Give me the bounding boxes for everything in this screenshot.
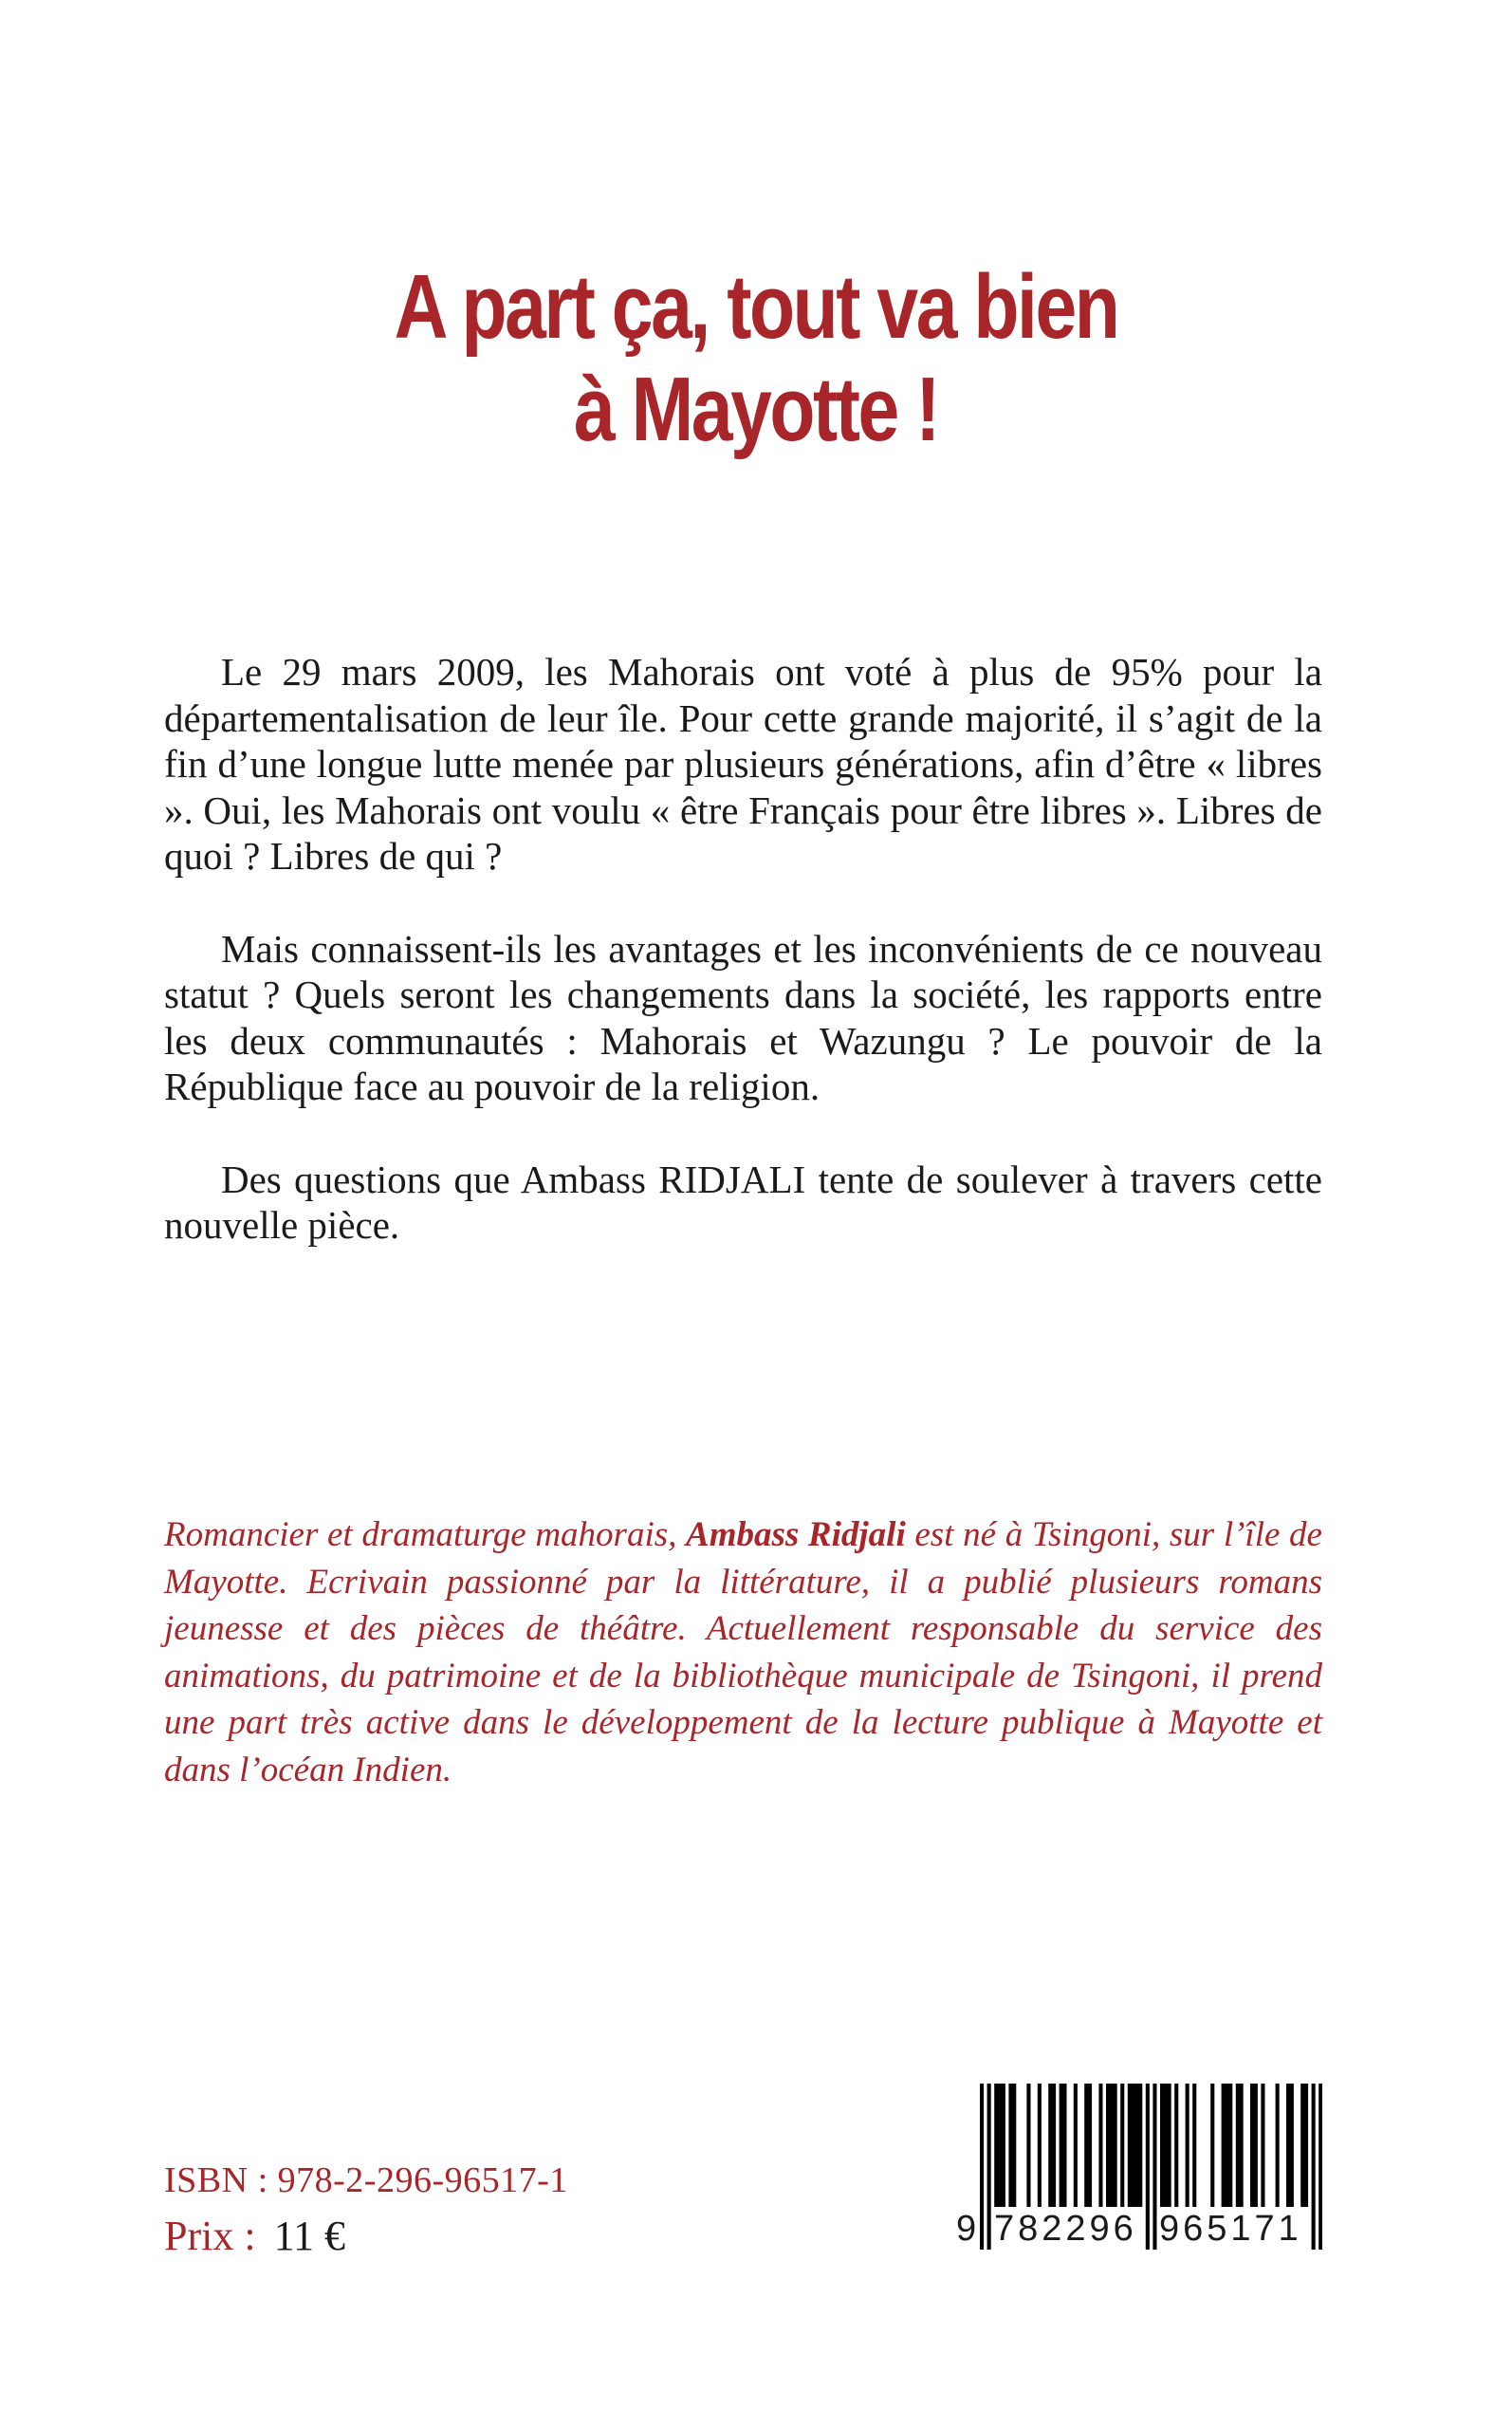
synopsis-paragraph-1: Le 29 mars 2009, les Mahorais ont voté à plus de 95% pour la départementalisation de leur île. Pour cette grande majorité, il s’agit de la fin d’une longue lutte menée par plusieurs générations, afin d’être « libres ». Oui, les Mahorais ont voulu « être Français pour être libres ». Libres de quoi ? Libres de qui ? — [164, 650, 1322, 878]
barcode-bar — [1128, 2084, 1132, 2207]
barcode-bar — [1210, 2084, 1214, 2207]
barcode-right-group: 965171 — [1159, 2209, 1302, 2249]
barcode-bar — [998, 2084, 1002, 2207]
barcode-bar — [1088, 2084, 1092, 2207]
barcode-bar — [1012, 2084, 1016, 2207]
barcode-bar — [1152, 2084, 1156, 2250]
barcode-bar — [1098, 2084, 1102, 2207]
barcode-bar — [1261, 2084, 1264, 2207]
barcode-bar — [1062, 2084, 1066, 2207]
barcode-bar — [1132, 2084, 1135, 2207]
barcode-bar — [1048, 2084, 1052, 2207]
barcode-bar — [1060, 2084, 1063, 2207]
barcode-left-group: 782296 — [994, 2209, 1137, 2249]
barcode-bar — [1254, 2084, 1258, 2207]
title-line-1: A part ça, tout va bien — [394, 256, 1118, 358]
barcode-bar — [1164, 2084, 1168, 2207]
barcode-bar — [1052, 2084, 1056, 2207]
synopsis-paragraph-3: Des questions que Ambass RIDJALI tente de soulever à travers cette nouvelle pièce. — [164, 1157, 1322, 1247]
synopsis-paragraph-2: Mais connaissent-ils les avantages et les inconvénients de ce nouveau statut ? Quels seront les changements dans la société, les rapports entre les deux communautés : Mahorais et Wazungu ? Le pouvoir de la République face au pouvoir de la religion. — [164, 926, 1322, 1108]
title-line-2: à Mayotte ! — [573, 359, 939, 460]
barcode-bar — [1225, 2084, 1228, 2207]
synopsis — [164, 649, 1322, 1295]
barcode-bar — [1250, 2084, 1254, 2207]
barcode-bar — [980, 2084, 984, 2250]
barcode-bar — [1192, 2084, 1196, 2207]
barcode-bar — [994, 2084, 998, 2207]
bio-intro: Romancier et dramaturge mahorais, — [164, 1515, 687, 1554]
barcode-bar — [987, 2084, 991, 2250]
price — [164, 2212, 345, 2260]
barcode-bar — [1222, 2084, 1226, 2207]
barcode-bar — [1106, 2084, 1110, 2207]
barcode-bar — [1312, 2084, 1316, 2250]
price-value: 11 € — [273, 2213, 345, 2259]
price-label: Prix : — [164, 2213, 256, 2259]
barcode-bar — [1110, 2084, 1114, 2207]
barcode-first-digit: 9 — [956, 2209, 977, 2249]
barcode-bar — [1240, 2084, 1244, 2207]
barcode-bar — [1138, 2084, 1142, 2207]
barcode-bar — [1290, 2084, 1294, 2207]
barcode-bar — [1008, 2084, 1012, 2207]
barcode-bar — [1134, 2084, 1138, 2207]
barcode-bar — [1304, 2084, 1308, 2207]
barcode-bar — [1300, 2084, 1304, 2207]
barcode-bar — [1236, 2084, 1240, 2207]
author-name: Ambass Ridjali — [686, 1515, 906, 1554]
barcode-bar — [1276, 2084, 1280, 2207]
barcode-bar — [1146, 2084, 1150, 2250]
book-title — [136, 256, 1375, 461]
barcode-bar — [1318, 2084, 1322, 2250]
barcode-bar — [1038, 2084, 1042, 2207]
barcode-bar — [1026, 2084, 1030, 2207]
barcode-bar — [1084, 2084, 1088, 2207]
barcode-bar — [1286, 2084, 1290, 2207]
barcode-bar — [1120, 2084, 1124, 2207]
barcode-bar — [1228, 2084, 1232, 2207]
barcode-bar — [1074, 2084, 1078, 2207]
barcode-bar — [1160, 2084, 1164, 2207]
bio-text: est né à Tsingoni, sur l’île de Mayotte. Ecrivain passionné par la littérature, il a publié plusieurs romans jeunesse et des pièces de théâtre. Actuellement responsable du service des animations, du patrimoine et de la bibliothèque municipale de Tsingoni, il prend une part très active dans le développement de la lecture publique à Mayotte et dans l’océan Indien. — [164, 1515, 1322, 1789]
isbn-label: ISBN : 978-2-296-96517-1 — [164, 2160, 568, 2200]
author-bio — [164, 1511, 1322, 1793]
barcode-bar — [1168, 2084, 1171, 2207]
barcode-bar — [1186, 2084, 1189, 2207]
barcode-bar — [1002, 2084, 1005, 2207]
barcode-bar — [1114, 2084, 1117, 2207]
barcode-bar — [1174, 2084, 1178, 2207]
